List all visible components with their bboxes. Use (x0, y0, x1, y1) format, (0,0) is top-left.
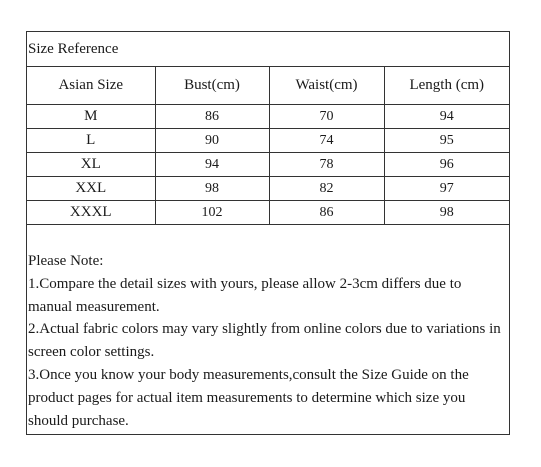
size-table (27, 67, 509, 225)
waist-cell: 82 (269, 177, 384, 201)
note-item-1: 1.Compare the detail sizes with yours, please allow 2-3cm differs due to manual measurement. (28, 275, 462, 315)
table-row (27, 129, 509, 153)
size-reference-sheet (26, 31, 510, 435)
size-cell: XXXL (27, 201, 155, 225)
table-row (27, 153, 509, 177)
length-cell: 96 (384, 153, 509, 177)
bust-cell: 98 (155, 177, 269, 201)
header-waist: Waist(cm) (269, 67, 384, 105)
size-cell: XL (27, 153, 155, 177)
table-row (27, 105, 509, 129)
waist-cell: 70 (269, 105, 384, 129)
note-item-3: 3.Once you know your body measurements,consult the Size Guide on the product pages for actual item measurements to determine which size you should purchase. (28, 366, 469, 429)
length-cell: 97 (384, 177, 509, 201)
bust-cell: 102 (155, 201, 269, 225)
table-header-row (27, 67, 509, 105)
size-cell: M (27, 105, 155, 129)
bust-cell: 90 (155, 129, 269, 153)
size-cell: L (27, 129, 155, 153)
header-asian-size: Asian Size (27, 67, 155, 105)
size-cell: XXL (27, 177, 155, 201)
notes-heading: Please Note: (28, 253, 104, 269)
waist-cell: 86 (269, 201, 384, 225)
length-cell: 98 (384, 201, 509, 225)
size-reference-title: Size Reference (27, 32, 509, 67)
bust-cell: 86 (155, 105, 269, 129)
note-item-2: 2.Actual fabric colors may vary slightly from online colors due to variations in screen color settings. (28, 321, 501, 361)
table-row (27, 201, 509, 225)
bust-cell: 94 (155, 153, 269, 177)
notes-section (28, 250, 506, 432)
header-bust: Bust(cm) (155, 67, 269, 105)
length-cell: 94 (384, 105, 509, 129)
length-cell: 95 (384, 129, 509, 153)
waist-cell: 74 (269, 129, 384, 153)
waist-cell: 78 (269, 153, 384, 177)
table-row (27, 177, 509, 201)
header-length: Length (cm) (384, 67, 509, 105)
